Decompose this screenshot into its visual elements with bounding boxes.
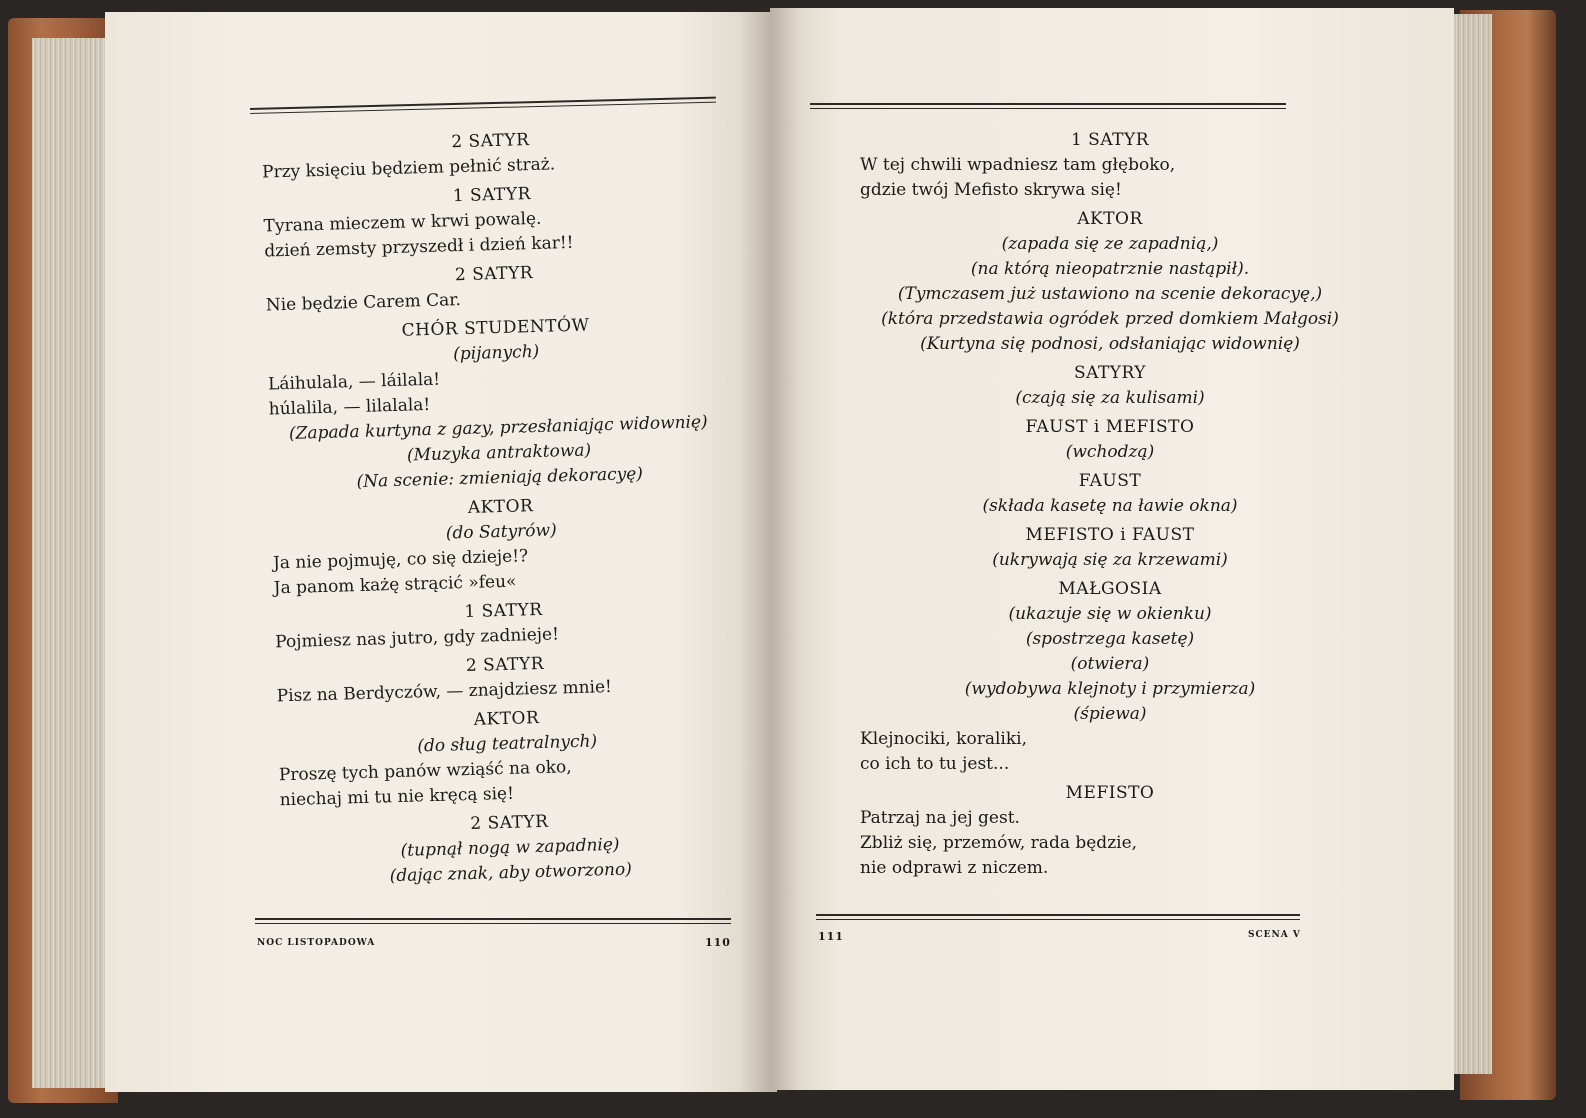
right-page-text: [810, 124, 1410, 881]
verse-line: dzień zemsty przyszedł i dzień kar!!: [264, 232, 574, 262]
stage-direction: (Kurtyna się podnosi, odsłaniając widownię): [920, 334, 1300, 354]
verse-line: Pisz na Berdyczów, — znajdziesz mnie!: [276, 676, 613, 707]
gutter-shadow: [740, 8, 800, 1092]
stage-direction: (pijanych): [452, 341, 540, 365]
stage-direction: (Zapada kurtyna z gazy, przesłaniając widownię): [288, 412, 708, 444]
verse-line: Pojmiesz nas jutro, gdy zadnieje!: [274, 624, 560, 653]
verse-line: gdzie twój Mefisto skrywa się!: [860, 180, 1122, 200]
stage-direction: (Na scenie: zmieniają dekoracyę): [356, 464, 644, 493]
speaker-heading: 2 SATYR: [451, 130, 530, 153]
verse-line: Ja nie pojmuję, co się dzieje!?: [272, 546, 529, 574]
verse-line: Ja panom każę strącić »feu«: [273, 571, 517, 599]
speaker-heading: FAUST: [1078, 471, 1142, 491]
bottom-rule-right: [816, 914, 1300, 920]
speaker-heading: 1 SATYR: [464, 599, 543, 623]
page-number-left: 110: [705, 936, 731, 949]
speaker-heading: MEFISTO i FAUST: [1025, 525, 1195, 545]
verse-line: niechaj mi tu nie kręcą się!: [279, 783, 515, 811]
stage-direction: (ukrywają się za krzewami): [992, 550, 1228, 570]
speaker-heading: MEFISTO: [1065, 783, 1155, 803]
stage-direction: (do sług teatralnych): [417, 731, 598, 757]
verse-line: Patrzaj na jej gest.: [860, 808, 1020, 828]
left-page-text: [245, 118, 756, 892]
speaker-heading: 1 SATYR: [1070, 130, 1150, 150]
verse-line: húlalila, — lilalala!: [268, 394, 431, 420]
right-page: [770, 8, 1454, 1090]
speaker-heading: 2 SATYR: [454, 263, 534, 286]
verse-line: Nie będzie Carem Car.: [265, 290, 462, 316]
stage-direction: (zapada się ze zapadnią,): [1001, 234, 1219, 254]
stage-direction: (śpiewa): [1073, 704, 1147, 724]
stage-direction: (tupnął nogą w zapadnię): [400, 834, 620, 861]
bottom-rule-left: [255, 918, 731, 924]
page-edges-left: [32, 38, 112, 1088]
top-rule-left: [250, 97, 716, 114]
verse-line: W tej chwili wpadniesz tam głęboko,: [860, 155, 1176, 175]
verse-line: Przy księciu będziem pełnić straż.: [261, 154, 556, 183]
stage-direction: (otwiera): [1070, 654, 1150, 674]
stage-direction: (spostrzega kasetę): [1025, 629, 1195, 649]
stage-direction: (ukazuje się w okienku): [1008, 604, 1212, 624]
stage-direction: (Tymczasem już ustawiono na scenie dekoracyę,): [897, 284, 1323, 304]
stage-direction: (która przedstawia ogródek przed domkiem Małgosi): [881, 309, 1339, 329]
speaker-heading: 2 SATYR: [470, 811, 549, 834]
speaker-heading: CHÓR STUDENTÓW: [401, 315, 590, 341]
stage-direction: (Muzyka antraktowa): [406, 440, 592, 466]
stage-direction: (wydobywa klejnoty i przymierza): [964, 679, 1256, 699]
verse-line: Zbliż się, przemów, rada będzie,: [860, 833, 1138, 853]
stage-direction: (na którą nieopatrznie nastąpił).: [970, 259, 1250, 279]
running-title-right: SCENA V: [1248, 930, 1301, 940]
speaker-heading: AKTOR: [1077, 209, 1143, 229]
stage-direction: (dając znak, aby otworzono): [389, 859, 633, 887]
speaker-heading: AKTOR: [473, 708, 540, 730]
stage-direction: (wchodzą): [1065, 442, 1155, 462]
top-rule-right: [810, 103, 1286, 109]
speaker-heading: SATYRY: [1073, 363, 1147, 383]
stage-direction: (czają się za kulisami): [1015, 388, 1205, 408]
speaker-heading: 1 SATYR: [452, 184, 532, 207]
speaker-heading: MAŁGOSIA: [1058, 579, 1162, 599]
verse-line: Proszę tych panów wziąść na oko,: [278, 757, 572, 786]
stage-direction: (do Satyrów): [445, 520, 557, 544]
speaker-heading: AKTOR: [467, 496, 534, 518]
page-number-right: 111: [818, 930, 844, 943]
running-title-left: NOC LISTOPADOWA: [257, 938, 376, 948]
verse-line: Tyrana mieczem w krwi powalę.: [263, 208, 542, 237]
stage-direction: (składa kasetę na ławie okna): [982, 496, 1238, 516]
left-page: [105, 12, 777, 1092]
speaker-heading: 2 SATYR: [465, 653, 545, 677]
verse-line: nie odprawi z niczem.: [860, 858, 1049, 878]
verse-line: Klejnociki, koraliki,: [860, 729, 1027, 749]
verse-line: co ich to tu jest...: [860, 754, 1010, 774]
speaker-heading: FAUST i MEFISTO: [1025, 417, 1195, 437]
verse-line: Láihulala, — láilala!: [267, 369, 441, 395]
